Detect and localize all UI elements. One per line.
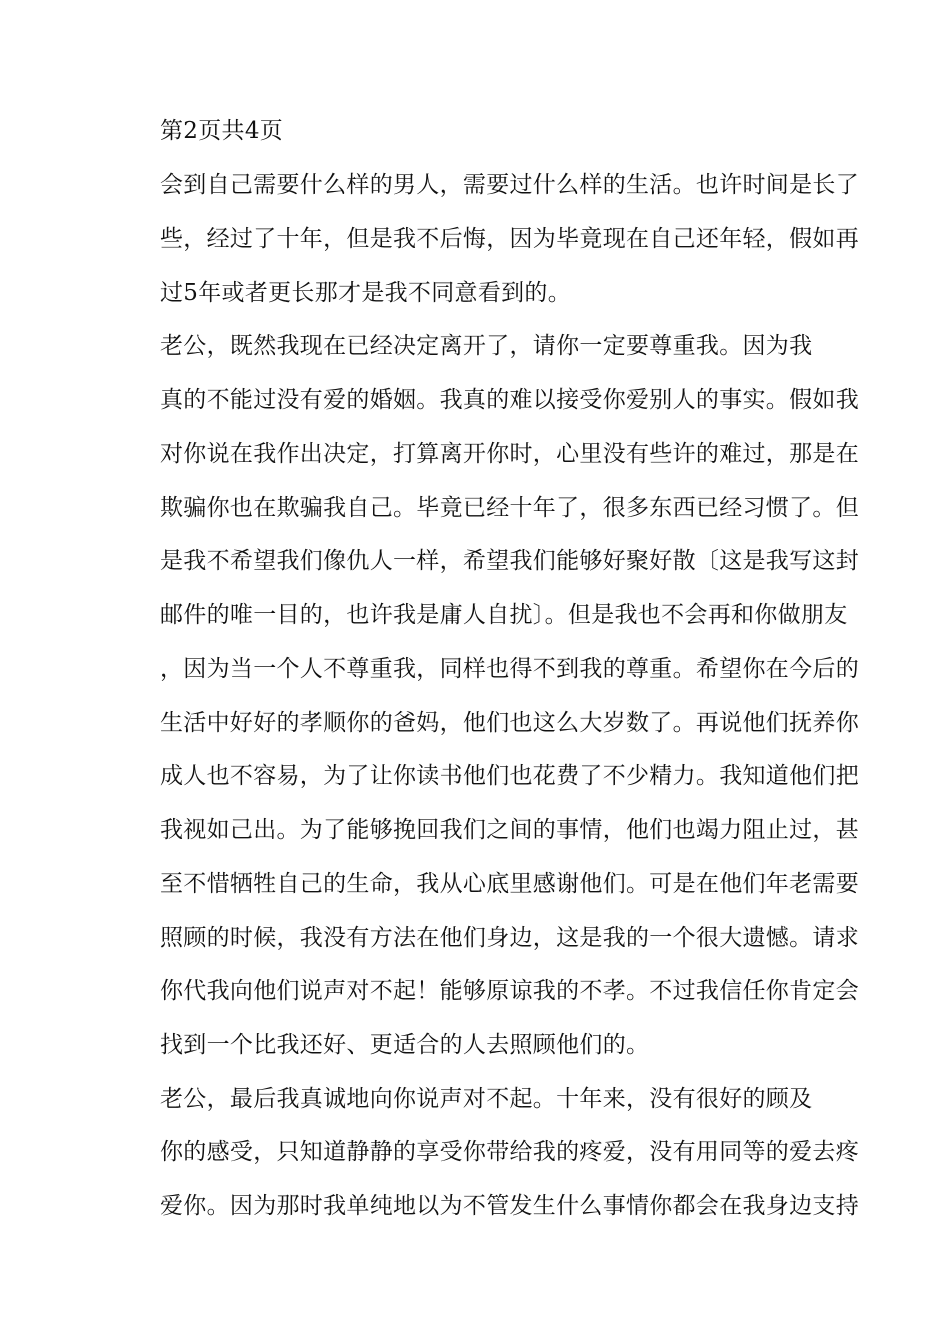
text-line: 你的感受，只知道静静的享受你带给我的疼爱，没有用同等的爱去疼 [160, 1139, 859, 1165]
text-line: 对你说在我作出决定，打算离开你时，心里没有些许的难过，那是在 [160, 441, 859, 467]
text-line: ，因为当一个人不尊重我，同样也得不到我的尊重。希望你在今后的 [160, 656, 859, 682]
text-line: 老公，最后我真诚地向你说声对不起。十年来，没有很好的顾及 [160, 1086, 813, 1112]
text-line: 成人也不容易，为了让你读书他们也花费了不少精力。我知道他们把 [160, 763, 859, 789]
text-line: 是我不希望我们像仇人一样，希望我们能够好聚好散〔这是我写这封 [160, 548, 859, 574]
text-line: 老公，既然我现在已经决定离开了，请你一定要尊重我。因为我 [160, 333, 813, 359]
text-line: 真的不能过没有爱的婚姻。我真的难以接受你爱别人的事实。假如我 [160, 387, 859, 413]
text-line: 你代我向他们说声对不起！能够原谅我的不孝。不过我信任你肯定会 [160, 978, 859, 1004]
text-line: 至不惜牺牲自己的生命，我从心底里感谢他们。可是在他们年老需要 [160, 871, 859, 897]
text-line: 我视如己出。为了能够挽回我们之间的事情，他们也竭力阻止过，甚 [160, 817, 859, 843]
text-line: 过5年或者更长那才是我不同意看到的。 [160, 280, 572, 306]
text-line: 会到自己需要什么样的男人，需要过什么样的生活。也许时间是长了 [160, 172, 859, 198]
text-line: 照顾的时候，我没有方法在他们身边，这是我的一个很大遗憾。请求 [160, 925, 859, 951]
text-line: 爱你。因为那时我单纯地以为不管发生什么事情你都会在我身边支持 [160, 1193, 859, 1219]
page-header: 第2页共4页 [160, 118, 284, 144]
text-line: 些，经过了十年，但是我不后悔，因为毕竟现在自己还年轻，假如再 [160, 226, 859, 252]
text-line: 欺骗你也在欺骗我自己。毕竟已经十年了，很多东西已经习惯了。但 [160, 495, 859, 521]
text-line: 找到一个比我还好、更适合的人去照顾他们的。 [160, 1032, 650, 1058]
text-line: 生活中好好的孝顺你的爸妈，他们也这么大岁数了。再说他们抚养你 [160, 710, 859, 736]
text-line: 邮件的唯一目的，也许我是庸人自扰〕。但是我也不会再和你做朋友 [160, 602, 848, 628]
